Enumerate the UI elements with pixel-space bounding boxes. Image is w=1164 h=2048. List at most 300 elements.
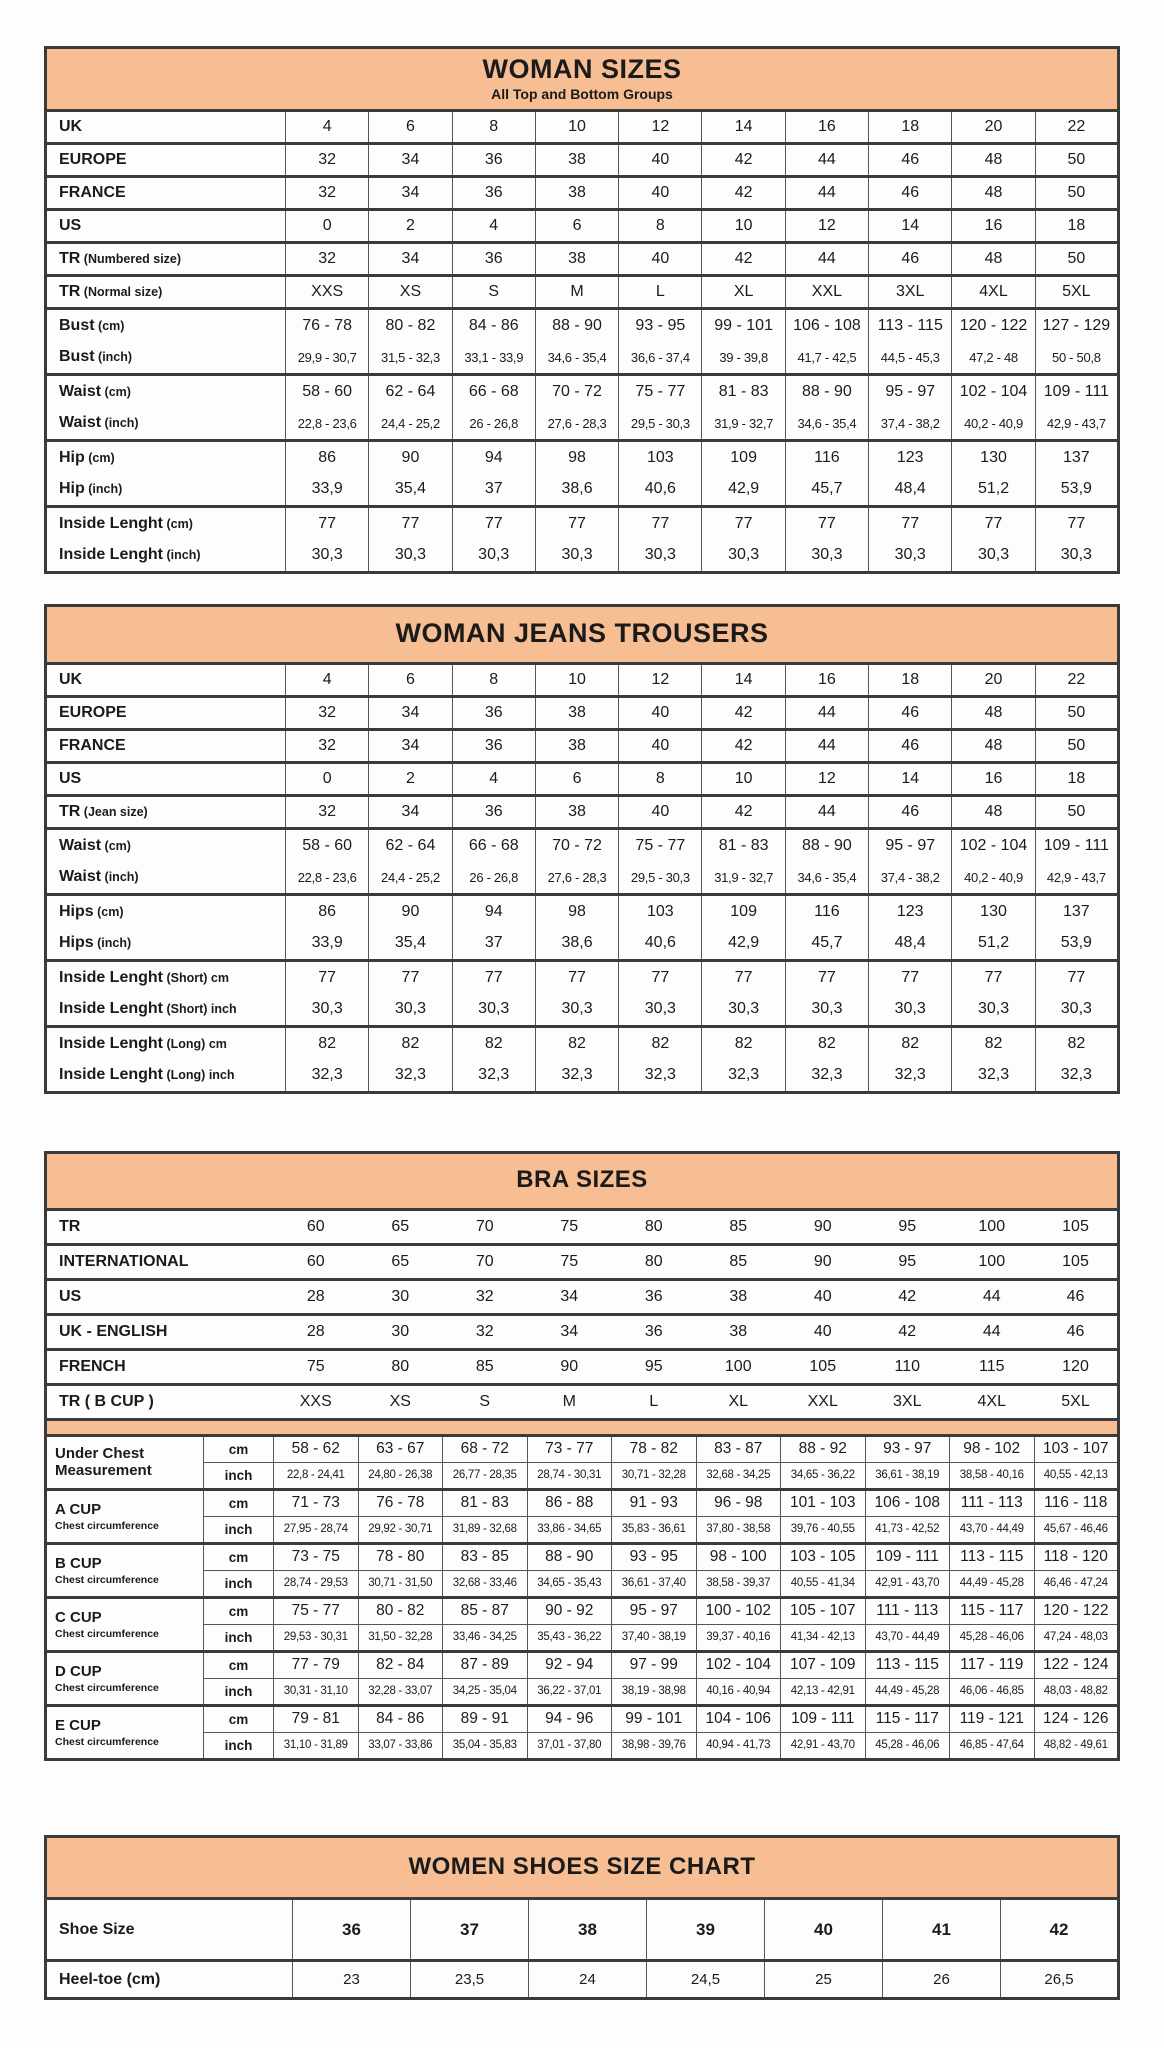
size-cell: 28,74 - 30,31	[527, 1462, 612, 1489]
size-cell: 22	[1035, 664, 1118, 697]
size-cell: L	[619, 276, 702, 309]
size-cell: 46,85 - 47,64	[950, 1732, 1035, 1759]
size-cell: 102 - 104	[696, 1651, 781, 1678]
size-cell: 30,3	[452, 540, 535, 573]
size-cell: 22	[1035, 111, 1118, 144]
size-cell: 31,9 - 32,7	[702, 408, 785, 441]
size-cell: 137	[1035, 441, 1118, 474]
row-label: FRENCH	[59, 1357, 126, 1375]
size-cell: 85	[729, 1217, 748, 1235]
size-cell: 95 - 97	[869, 375, 952, 408]
size-cell: 34,65 - 35,43	[527, 1570, 612, 1597]
size-cell: 50	[1035, 177, 1118, 210]
table-header-row	[46, 48, 1119, 111]
size-cell: 26	[883, 1961, 1001, 1999]
size-cell: 103 - 107	[1034, 1435, 1119, 1462]
table-row	[46, 375, 1119, 408]
size-cell: 38	[535, 730, 618, 763]
size-cell: 44,49 - 45,28	[865, 1678, 950, 1705]
size-cell: 77	[702, 961, 785, 994]
size-cell: 29,53 - 30,31	[274, 1624, 359, 1651]
size-cell: 48	[952, 144, 1035, 177]
row-group	[46, 1651, 1119, 1705]
size-cell: 105 - 107	[781, 1597, 866, 1624]
row-label	[46, 1651, 204, 1705]
size-cell: 50	[1035, 730, 1118, 763]
size-cell: 75 - 77	[619, 829, 702, 862]
size-cell: 109 - 111	[1035, 375, 1118, 408]
size-cell: 6	[535, 210, 618, 243]
row-label-sub: Chest circumference	[55, 1519, 159, 1532]
size-cell: 18	[1035, 210, 1118, 243]
size-cell: 46	[869, 144, 952, 177]
size-cell: 27,6 - 28,3	[535, 862, 618, 895]
size-cell: 45,28 - 46,06	[865, 1732, 950, 1759]
size-cell: 36,61 - 38,19	[865, 1462, 950, 1489]
row-group	[46, 763, 1119, 796]
size-cell: 91 - 93	[612, 1489, 697, 1516]
table-row	[46, 994, 1119, 1027]
row-label	[46, 177, 286, 210]
size-cell: 88 - 92	[781, 1435, 866, 1462]
size-cell: 45,67 - 46,46	[1034, 1516, 1119, 1543]
size-cell: 30,71 - 31,50	[358, 1570, 443, 1597]
size-cell: 46	[1066, 1287, 1085, 1305]
size-cell: 82	[369, 1027, 452, 1060]
size-cell: 4XL	[977, 1392, 1006, 1410]
row-group	[46, 1597, 1119, 1651]
size-cell: 48	[952, 243, 1035, 276]
size-cell: 87 - 89	[443, 1651, 528, 1678]
size-cell: 32	[286, 177, 369, 210]
size-cell: 70	[475, 1252, 494, 1270]
table-row	[46, 1027, 1119, 1060]
row-group	[46, 961, 1119, 1027]
size-cell: 101 - 103	[781, 1489, 866, 1516]
size-cell: 41,34 - 42,13	[781, 1624, 866, 1651]
row-label-main: A CUP	[55, 1500, 102, 1518]
size-cell: 75	[306, 1357, 325, 1375]
size-cell: 44	[785, 730, 868, 763]
row-label-sub: (cm)	[163, 516, 193, 531]
size-cell: 120	[1062, 1357, 1089, 1375]
size-cell: 50 - 50,8	[1035, 342, 1118, 375]
size-cell: 8	[619, 763, 702, 796]
size-cell: 32	[286, 144, 369, 177]
woman-jeans-title: WOMAN JEANS TROUSERS	[395, 618, 769, 649]
woman-sizes-header	[46, 48, 1119, 111]
row-label-sub: (Long) cm	[163, 1036, 227, 1051]
size-cell: 42	[702, 243, 785, 276]
size-cell: 110	[894, 1357, 920, 1375]
row-group	[46, 177, 1119, 210]
size-cell: 10	[702, 210, 785, 243]
row-label-sub: (Jean size)	[80, 805, 148, 820]
row-label	[46, 664, 286, 697]
row-group	[46, 895, 1119, 961]
table-row	[46, 1624, 1119, 1651]
row-label-main: B CUP	[55, 1554, 102, 1572]
size-cell: 12	[619, 664, 702, 697]
woman-jeans-header	[46, 606, 1119, 664]
unit-label-inch: inch	[204, 1678, 274, 1705]
size-cell: 86	[286, 441, 369, 474]
table-row	[46, 1060, 1119, 1093]
table-row	[46, 1516, 1119, 1543]
row-label-sub: (cm)	[101, 384, 131, 399]
row-label-main: UK	[59, 118, 83, 136]
size-cell: 111 - 113	[865, 1597, 950, 1624]
size-cell: 100	[978, 1252, 1006, 1270]
size-cell: XXL	[785, 276, 868, 309]
size-cell: 38,6	[535, 928, 618, 961]
size-cell: 77	[369, 507, 452, 540]
size-cell: 6	[535, 763, 618, 796]
size-cell: 27,6 - 28,3	[535, 408, 618, 441]
size-cell: 31,10 - 31,89	[274, 1732, 359, 1759]
size-cell: 33,1 - 33,9	[452, 342, 535, 375]
row-label: US	[59, 1287, 82, 1305]
size-cell: 88 - 90	[535, 309, 618, 342]
size-cell: 32,3	[286, 1060, 369, 1093]
size-cell: 35,4	[369, 928, 452, 961]
row-label-main: Hips	[59, 902, 94, 920]
size-cell: 18	[869, 664, 952, 697]
size-cell: 39,37 - 40,16	[696, 1624, 781, 1651]
size-cell: 42	[898, 1322, 917, 1340]
row-label: TR	[59, 1217, 81, 1235]
size-cell: 38	[535, 796, 618, 829]
row-label-main: US	[59, 770, 82, 788]
size-cell: 36	[452, 796, 535, 829]
size-cell: 4	[452, 763, 535, 796]
size-cell: 48,03 - 48,82	[1034, 1678, 1119, 1705]
row-label-sub: (inch)	[94, 350, 133, 365]
size-cell: 30,3	[702, 994, 785, 1027]
size-cell: 116 - 118	[1034, 1489, 1119, 1516]
size-cell: 99 - 101	[702, 309, 785, 342]
size-cell: 34	[369, 177, 452, 210]
size-cell: 34,6 - 35,4	[785, 408, 868, 441]
size-cell: 42,9 - 43,7	[1035, 408, 1118, 441]
size-cell: 42	[1001, 1899, 1119, 1961]
size-cell: 40,2 - 40,9	[952, 408, 1035, 441]
size-cell: 36	[644, 1287, 663, 1305]
woman-jeans-table	[44, 604, 1120, 1094]
size-cell: 32,3	[702, 1060, 785, 1093]
row-label	[46, 895, 286, 928]
size-cell: 80	[644, 1252, 663, 1270]
size-cell: 32,28 - 33,07	[358, 1678, 443, 1705]
row-label	[46, 1060, 286, 1093]
row-label-main: TR	[59, 250, 81, 268]
size-cell: 82	[452, 1027, 535, 1060]
size-cell: 31,9 - 32,7	[702, 862, 785, 895]
size-cell: 88 - 90	[785, 829, 868, 862]
size-cell: 107 - 109	[781, 1651, 866, 1678]
size-cell: 16	[952, 210, 1035, 243]
size-cell: 8	[452, 111, 535, 144]
size-cell: 4XL	[952, 276, 1035, 309]
row-group	[46, 1489, 1119, 1543]
size-cell: 10	[702, 763, 785, 796]
size-cell: 48,4	[869, 474, 952, 507]
row-label-main: Waist	[59, 414, 102, 432]
row-label: Heel-toe (cm)	[59, 1970, 161, 1988]
size-cell: 58 - 60	[286, 375, 369, 408]
size-cell: 78 - 82	[612, 1435, 697, 1462]
size-cell: 48	[952, 177, 1035, 210]
size-cell: 29,5 - 30,3	[619, 408, 702, 441]
size-cell: 90 - 92	[527, 1597, 612, 1624]
size-cell: 45,28 - 46,06	[950, 1624, 1035, 1651]
size-cell: S	[452, 276, 535, 309]
size-cell: 28	[306, 1287, 325, 1305]
size-cell: 40	[619, 144, 702, 177]
table-row	[46, 243, 1119, 276]
size-cell: 109 - 111	[865, 1543, 950, 1570]
size-cell: 31,89 - 32,68	[443, 1516, 528, 1543]
table-row	[46, 1597, 1119, 1624]
row-label-sub: (Short) inch	[163, 1002, 237, 1017]
size-cell: 100	[978, 1217, 1006, 1235]
size-cell: 26,77 - 28,35	[443, 1462, 528, 1489]
size-cell: 38	[729, 1287, 748, 1305]
row-group	[46, 1384, 1119, 1419]
size-cell: 32	[475, 1322, 494, 1340]
size-cell: XL	[702, 276, 785, 309]
size-cell: 12	[619, 111, 702, 144]
size-cell: 40,6	[619, 928, 702, 961]
size-cell: 30,3	[869, 994, 952, 1027]
size-cell: 37	[452, 474, 535, 507]
size-cell: 90	[813, 1252, 832, 1270]
row-label	[46, 474, 286, 507]
size-cell: 82	[535, 1027, 618, 1060]
size-cell: 30,3	[952, 994, 1035, 1027]
size-cell: 41	[883, 1899, 1001, 1961]
size-cell: 53,9	[1035, 474, 1118, 507]
row-label	[46, 309, 286, 342]
size-cell: 109 - 111	[1035, 829, 1118, 862]
size-cell: 3XL	[893, 1392, 922, 1410]
size-cell: 0	[286, 763, 369, 796]
unit-label-inch: inch	[204, 1732, 274, 1759]
row-label	[46, 928, 286, 961]
size-cell: 30,3	[785, 994, 868, 1027]
row-group	[46, 697, 1119, 730]
size-cell: 100	[724, 1357, 752, 1375]
unit-label-cm: cm	[204, 1489, 274, 1516]
bra-sizes-table	[44, 1151, 1120, 1761]
size-cell: 33,07 - 33,86	[358, 1732, 443, 1759]
size-cell: 27,95 - 28,74	[274, 1516, 359, 1543]
size-cell: 46,06 - 46,85	[950, 1678, 1035, 1705]
size-cell: 94	[452, 895, 535, 928]
row-group	[46, 144, 1119, 177]
table-row	[46, 1899, 1119, 1961]
size-cell: 35,43 - 36,22	[527, 1624, 612, 1651]
size-cell: 40	[619, 730, 702, 763]
size-cell: XXS	[299, 1392, 332, 1410]
row-group	[46, 1435, 1119, 1489]
size-cell: 34	[369, 730, 452, 763]
size-cell: 77	[286, 961, 369, 994]
size-cell: 50	[1035, 144, 1118, 177]
size-cell: 34,6 - 35,4	[785, 862, 868, 895]
size-cell: 77	[619, 961, 702, 994]
row-label-sub: Chest circumference	[55, 1735, 159, 1748]
size-cell: M	[562, 1392, 576, 1410]
women-shoes-table	[44, 1835, 1120, 2001]
size-cell: 25	[765, 1961, 883, 1999]
size-cell: 30,3	[369, 540, 452, 573]
size-cell: 3XL	[869, 276, 952, 309]
table-row	[46, 474, 1119, 507]
size-cell: 41,73 - 42,52	[865, 1516, 950, 1543]
size-cell: 123	[869, 441, 952, 474]
size-cell: 40	[619, 243, 702, 276]
size-cell: 66 - 68	[452, 375, 535, 408]
row-label-main: Waist	[59, 382, 102, 400]
size-cell: 38,98 - 39,76	[612, 1732, 697, 1759]
size-cell: 40	[813, 1287, 832, 1305]
size-cell: 36	[452, 697, 535, 730]
size-cell: 32,3	[952, 1060, 1035, 1093]
woman-sizes-table	[44, 46, 1120, 574]
size-cell: 34,25 - 35,04	[443, 1678, 528, 1705]
row-label	[46, 730, 286, 763]
size-cell: 80	[644, 1217, 663, 1235]
size-cell: 119 - 121	[950, 1705, 1035, 1732]
separator-row	[46, 1419, 1119, 1435]
table-row	[46, 697, 1119, 730]
size-cell: 32,3	[452, 1060, 535, 1093]
row-label	[46, 144, 286, 177]
size-cell: 39,76 - 40,55	[781, 1516, 866, 1543]
bra-sizes-title: BRA SIZES	[516, 1166, 648, 1194]
size-cell: 62 - 64	[369, 375, 452, 408]
size-cell: 42,13 - 42,91	[781, 1678, 866, 1705]
row-group	[46, 1027, 1119, 1093]
size-cell: 103	[619, 441, 702, 474]
size-cell: 98	[535, 441, 618, 474]
row-label-main: EUROPE	[59, 151, 127, 169]
table-row	[46, 796, 1119, 829]
size-cell: 105	[809, 1357, 837, 1375]
size-cell: 78 - 80	[358, 1543, 443, 1570]
size-cell: 70 - 72	[535, 829, 618, 862]
size-cell: 4	[286, 111, 369, 144]
row-label	[46, 1435, 204, 1489]
size-cell: XXL	[807, 1392, 838, 1410]
row-label-main: Hips	[59, 934, 94, 952]
table-row	[46, 1244, 1119, 1279]
row-label-sub: (inch)	[101, 416, 139, 431]
size-cell: 36	[293, 1899, 411, 1961]
size-cell: 14	[702, 111, 785, 144]
row-label-main: FRANCE	[59, 737, 126, 755]
size-cell: 73 - 75	[274, 1543, 359, 1570]
size-cell: 26 - 26,8	[452, 862, 535, 895]
table-row	[46, 408, 1119, 441]
size-cell: 90	[813, 1217, 832, 1235]
size-cell: 38,58 - 40,16	[950, 1462, 1035, 1489]
size-cell: 85	[729, 1252, 748, 1270]
size-cell: 73 - 77	[527, 1435, 612, 1462]
size-cell: 85	[475, 1357, 494, 1375]
size-cell: 98	[535, 895, 618, 928]
size-cell: 32	[286, 730, 369, 763]
size-cell: 42	[702, 177, 785, 210]
row-label-sub: Chest circumference	[55, 1681, 159, 1694]
size-cell: 40	[619, 177, 702, 210]
row-label-main: UK	[59, 671, 83, 689]
row-label-main: Hip	[59, 480, 85, 498]
size-cell: 38,6	[535, 474, 618, 507]
table-header-row	[46, 606, 1119, 664]
row-label-sub: (inch)	[93, 936, 132, 951]
size-cell: 20	[952, 664, 1035, 697]
row-label: UK - ENGLISH	[59, 1322, 168, 1340]
size-cell: 37,4 - 38,2	[869, 408, 952, 441]
size-cell: 40	[813, 1322, 832, 1340]
size-cell: 65	[391, 1252, 410, 1270]
row-label	[46, 111, 286, 144]
table-row	[46, 276, 1119, 309]
table-row	[46, 111, 1119, 144]
size-cell: 46	[869, 177, 952, 210]
size-cell: 98 - 100	[696, 1543, 781, 1570]
size-cell: 97 - 99	[612, 1651, 697, 1678]
size-cell: 22,8 - 23,6	[286, 862, 369, 895]
size-cell: 77	[619, 507, 702, 540]
size-cell: 45,7	[785, 474, 868, 507]
size-cell: 46	[1066, 1322, 1085, 1340]
size-cell: 82	[869, 1027, 952, 1060]
row-label-main: Inside Lenght	[59, 514, 163, 532]
unit-label-cm: cm	[204, 1435, 274, 1462]
size-cell: 14	[869, 210, 952, 243]
size-cell: 40,6	[619, 474, 702, 507]
size-cell: 36	[452, 243, 535, 276]
row-group	[46, 375, 1119, 441]
size-cell: 50	[1035, 796, 1118, 829]
size-cell: 98 - 102	[950, 1435, 1035, 1462]
row-label	[46, 540, 286, 573]
row-label-main: D CUP	[55, 1662, 102, 1680]
size-cell: 106 - 108	[865, 1489, 950, 1516]
size-cell: 85 - 87	[443, 1597, 528, 1624]
size-cell: 95	[644, 1357, 663, 1375]
table-row	[46, 1384, 1119, 1419]
size-cell: 100 - 102	[696, 1597, 781, 1624]
row-label-main: FRANCE	[59, 184, 126, 202]
size-cell: 26 - 26,8	[452, 408, 535, 441]
size-cell: 5XL	[1061, 1392, 1090, 1410]
size-cell: 53,9	[1035, 928, 1118, 961]
size-cell: 33,9	[286, 928, 369, 961]
size-cell: 37	[452, 928, 535, 961]
row-label-main: Inside Lenght	[59, 546, 163, 564]
size-cell: XS	[369, 276, 452, 309]
size-cell: 77 - 79	[274, 1651, 359, 1678]
size-cell: 36	[452, 730, 535, 763]
size-cell: 88 - 90	[785, 375, 868, 408]
row-label-main: Hip	[59, 448, 85, 466]
size-cell: 36,61 - 37,40	[612, 1570, 697, 1597]
size-cell: 8	[619, 210, 702, 243]
